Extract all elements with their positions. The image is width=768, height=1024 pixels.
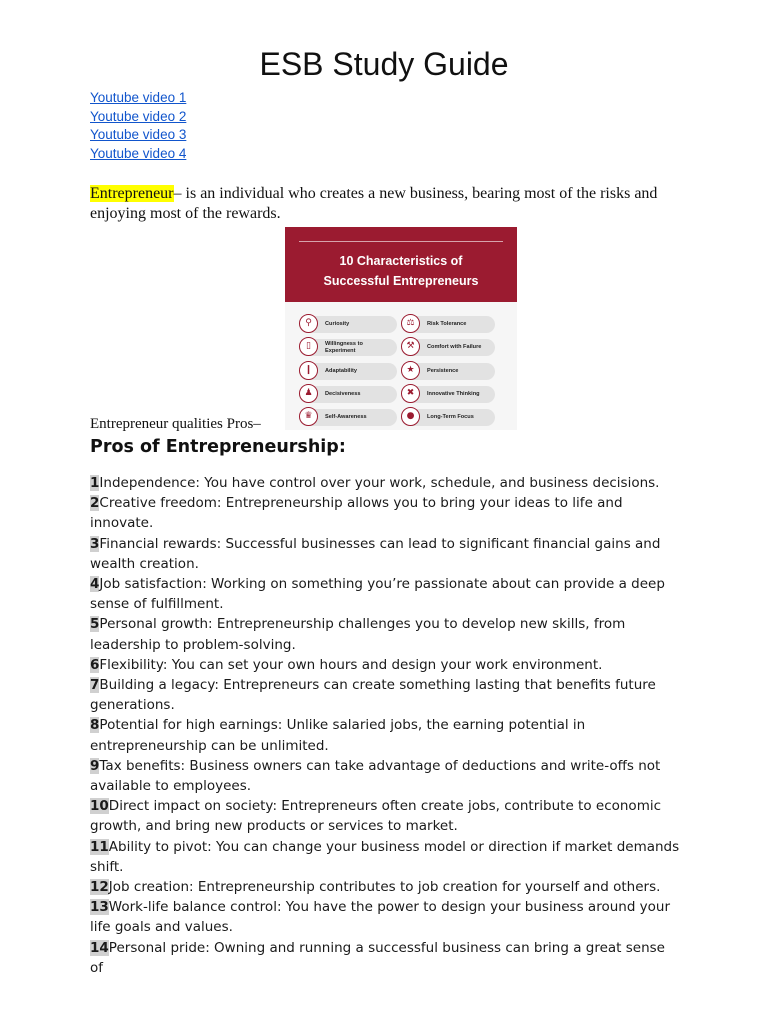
characteristic-label: Risk Tolerance xyxy=(427,321,467,328)
item-number: 2 xyxy=(90,495,100,512)
youtube-link-1[interactable]: Youtube video 1 xyxy=(90,90,187,105)
characteristic-label: Persistence xyxy=(427,368,459,375)
list-item xyxy=(90,655,680,675)
characteristic-label: Innovative Thinking xyxy=(427,391,480,398)
list-item xyxy=(90,574,680,614)
banner-divider xyxy=(299,241,503,242)
magnifier-icon: ⚲ xyxy=(299,314,318,333)
characteristic-willingness xyxy=(299,339,397,356)
characteristic-label: Decisiveness xyxy=(325,391,361,398)
characteristic-label: Self-Awareness xyxy=(325,414,367,421)
item-text: Creative freedom: Entrepreneurship allows you to bring your ideas to life and innovate. xyxy=(90,495,623,532)
characteristic-label: Comfort with Failure xyxy=(427,344,482,351)
item-number: 12 xyxy=(90,879,109,896)
infographic-title-line2: Successful Entrepreneurs xyxy=(323,274,479,288)
item-text: Job satisfaction: Working on something you’re passionate about can provide a deep sense of fulfillment. xyxy=(90,576,665,613)
person-icon: ♟ xyxy=(299,384,318,403)
item-number: 1 xyxy=(90,475,100,491)
beaker-icon: ▯ xyxy=(299,337,318,356)
infographic-title-line1: 10 Characteristics of xyxy=(339,254,463,268)
list-item xyxy=(90,473,680,493)
highlighted-term: Entrepreneur xyxy=(90,185,174,202)
characteristic-label: Long-Term Focus xyxy=(427,414,474,421)
item-number: 8 xyxy=(90,717,100,734)
item-number: 3 xyxy=(90,535,100,552)
list-item xyxy=(90,877,680,897)
item-text: Financial rewards: Successful businesses can lead to significant financial gains and wealth creation. xyxy=(90,535,661,572)
pros-heading: Pros of Entrepreneurship: xyxy=(90,437,346,457)
item-text: Direct impact on society: Entrepreneurs often create jobs, contribute to economic growth, and bring new products or services to market. xyxy=(90,798,662,835)
youtube-link-2[interactable]: Youtube video 2 xyxy=(90,108,187,124)
item-text: Flexibility: You can set your own hours and design your work environment. xyxy=(99,656,603,673)
tools-icon: ✖ xyxy=(401,384,420,403)
item-text: Building a legacy: Entrepreneurs can create something lasting that benefits future generations. xyxy=(90,677,656,714)
list-item xyxy=(90,614,680,654)
crown-icon: ♛ xyxy=(299,407,318,426)
youtube-link-3[interactable]: Youtube video 3 xyxy=(90,127,187,143)
youtube-link-4[interactable]: Youtube video 4 xyxy=(90,145,187,161)
list-item xyxy=(90,675,680,715)
item-number: 5 xyxy=(90,616,100,633)
list-item xyxy=(90,897,680,937)
characteristic-innovative-thinking xyxy=(401,386,495,403)
page-title: ESB Study Guide xyxy=(259,46,509,82)
infographic-title xyxy=(285,251,517,291)
list-item xyxy=(90,796,680,836)
entrepreneur-definition xyxy=(90,184,690,224)
scale-icon: ⚖ xyxy=(401,314,420,333)
item-number: 14 xyxy=(90,939,109,956)
item-number: 11 xyxy=(90,838,109,855)
list-item xyxy=(90,756,680,796)
list-item xyxy=(90,837,680,877)
item-number: 4 xyxy=(90,576,100,593)
qualities-label: Entrepreneur qualities Pros– xyxy=(90,416,261,432)
thermometer-icon: ❙ xyxy=(299,361,318,380)
characteristic-label: Curiosity xyxy=(325,321,350,328)
item-text: Job creation: Entrepreneurship contributes to job creation for yourself and others. xyxy=(108,879,661,896)
item-text: Ability to pivot: You can change your business model or direction if market demands shift. xyxy=(90,838,680,875)
item-text: Personal growth: Entrepreneurship challenges you to develop new skills, from leadership to problem-solving. xyxy=(90,616,626,653)
characteristic-long-term-focus xyxy=(401,409,495,426)
pros-list xyxy=(90,473,680,978)
list-item xyxy=(90,715,680,755)
list-item xyxy=(90,493,680,533)
video-links xyxy=(90,89,186,163)
characteristic-label: Adaptability xyxy=(325,368,358,375)
item-number: 9 xyxy=(90,757,100,774)
hammer-icon: ⚒ xyxy=(401,337,420,356)
characteristics-infographic xyxy=(285,227,517,430)
characteristic-self-awareness xyxy=(299,409,397,426)
infographic-banner xyxy=(285,227,517,302)
characteristic-risk-tolerance xyxy=(401,316,495,333)
item-number: 13 xyxy=(90,899,109,916)
item-number: 10 xyxy=(90,798,109,815)
list-item xyxy=(90,534,680,574)
item-text: Potential for high earnings: Unlike salaried jobs, the earning potential in entrepreneurship can be unlimited. xyxy=(90,717,586,754)
definition-text: – is an individual who creates a new business, bearing most of the risks and enjoying most of the rewards. xyxy=(90,185,658,222)
characteristic-adaptability xyxy=(299,363,397,380)
item-text: Independence: You have control over your work, schedule, and business decisions. xyxy=(99,475,660,491)
item-number: 7 xyxy=(90,677,100,694)
list-item xyxy=(90,938,680,978)
item-text: Tax benefits: Business owners can take advantage of deductions and write-offs not available to employees. xyxy=(90,757,661,795)
characteristic-label: Willingness to Experiment xyxy=(325,341,363,354)
item-text: Personal pride: Owning and running a successful business can bring a great sense of xyxy=(90,939,665,976)
characteristic-comfort-failure xyxy=(401,339,495,356)
item-text: Work-life balance control: You have the power to design your business around your life goals and values. xyxy=(90,899,671,936)
trophy-icon: ★ xyxy=(401,361,420,380)
characteristic-curiosity xyxy=(299,316,397,333)
characteristic-decisiveness xyxy=(299,386,397,403)
characteristic-persistence xyxy=(401,363,495,380)
bulb-icon: ● xyxy=(401,407,420,426)
item-number: 6 xyxy=(90,656,100,673)
